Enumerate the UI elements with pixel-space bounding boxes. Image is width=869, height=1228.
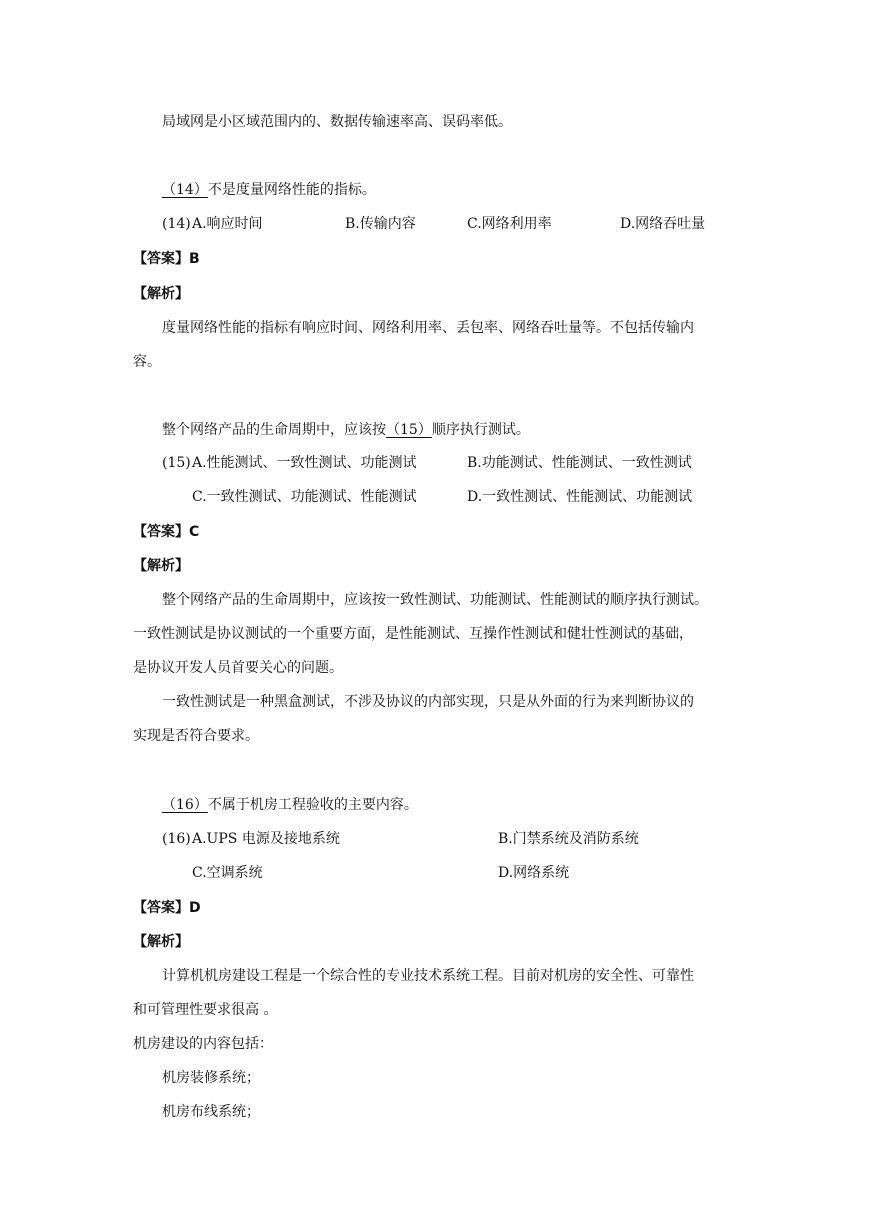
question-14-analysis-line: 容。 [133, 354, 161, 370]
question-15-option-b: B.功能测试、性能测试、一致性测试 [467, 455, 692, 471]
question-15-option-a: A.性能测试、一致性测试、功能测试 [192, 455, 417, 471]
question-16-analysis-line: 计算机机房建设工程是一个综合性的专业技术系统工程。目前对机房的安全性、可靠性 [162, 968, 694, 984]
question-16-option-b: B.门禁系统及消防系统 [498, 831, 639, 847]
question-15-analysis-line: 一致性测试是协议测试的一个重要方面，是性能测试、互操作性测试和健壮性测试的基础， [133, 626, 693, 642]
question-16-option-c: C.空调系统 [192, 865, 263, 881]
question-15-text-before: 整个网络产品的生命周期中，应该按 [162, 422, 386, 438]
question-16-prefix: (16) [162, 831, 191, 847]
question-15-prefix: (15) [162, 455, 191, 471]
question-14-stem [162, 180, 376, 200]
question-14-option-b: B.传输内容 [345, 216, 416, 232]
question-14-analysis-label: 【解析】 [133, 286, 189, 302]
question-16-analysis-line: 机房建设的内容包括： [133, 1036, 273, 1052]
question-16-stem [162, 795, 418, 815]
question-16-text: 不属于机房工程验收的主要内容。 [207, 797, 418, 813]
question-15-blank: （15） [386, 422, 432, 438]
question-14-answer: 【答案】B [133, 251, 200, 267]
question-15-analysis-line: 实现是否符合要求。 [133, 728, 259, 744]
question-15-option-d: D.一致性测试、性能测试、功能测试 [467, 489, 693, 505]
question-14-text: 不是度量网络性能的指标。 [207, 182, 376, 198]
question-15-text-after: 顺序执行测试。 [431, 422, 530, 438]
question-15-answer: 【答案】C [133, 524, 200, 540]
question-14-prefix: (14) [162, 216, 191, 232]
question-15-analysis-line: 是协议开发人员首要关心的问题。 [133, 660, 343, 676]
question-16-blank: （16） [162, 797, 208, 813]
question-15-analysis-label: 【解析】 [133, 558, 189, 574]
question-15-analysis-line: 一致性测试是一种黑盒测试，不涉及协议的内部实现，只是从外面的行为来判断协议的 [162, 694, 694, 710]
question-16-option-d: D.网络系统 [498, 865, 570, 881]
question-16-analysis-line: 机房布线系统； [162, 1104, 260, 1120]
question-16-analysis-line: 和可管理性要求很高 。 [133, 1002, 278, 1018]
question-14-option-d: D.网络吞吐量 [620, 216, 706, 232]
question-14-option-c: C.网络利用率 [467, 216, 552, 232]
question-16-analysis-label: 【解析】 [133, 934, 189, 950]
question-14-blank: （14） [162, 182, 208, 198]
question-15-stem [162, 420, 530, 440]
question-14-option-a: A.响应时间 [192, 216, 263, 232]
question-15-option-c: C.一致性测试、功能测试、性能测试 [192, 489, 417, 505]
question-14-analysis-line: 度量网络性能的指标有响应时间、网络利用率、丢包率、网络吞吐量等。不包括传输内 [162, 320, 694, 336]
question-16-answer: 【答案】D [133, 900, 201, 916]
paragraph-lan: 局域网是小区域范围内的、数据传输速率高、误码率低。 [162, 114, 512, 130]
question-15-analysis-line: 整个网络产品的生命周期中，应该按一致性测试、功能测试、性能测试的顺序执行测试。 [162, 592, 708, 608]
question-16-analysis-line: 机房装修系统； [162, 1070, 260, 1086]
question-16-option-a: A.UPS 电源及接地系统 [192, 831, 340, 847]
